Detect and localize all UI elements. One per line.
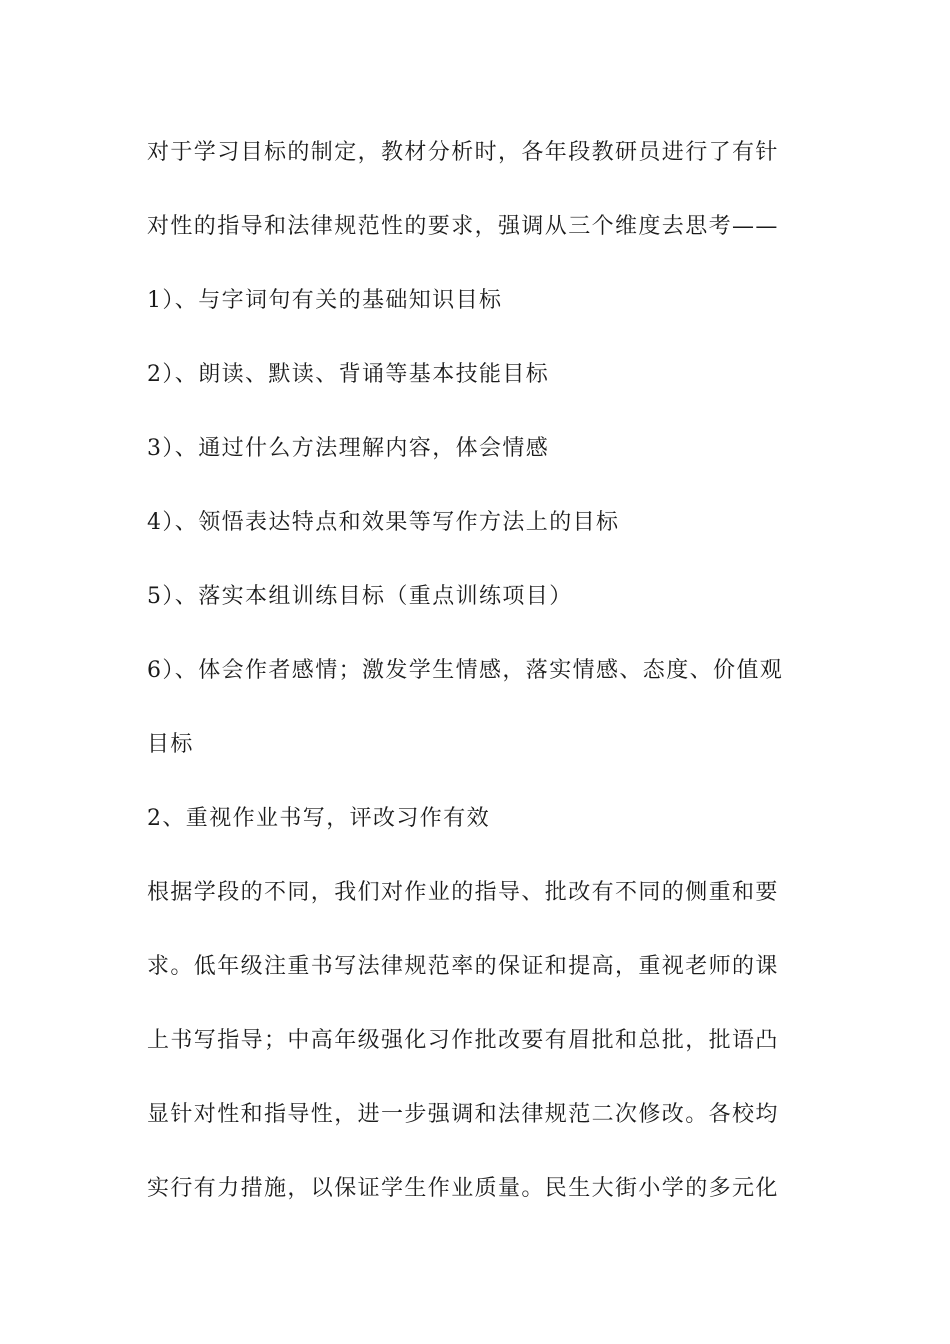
text-line: 上书写指导；中高年级强化习作批改要有眉批和总批，批语凸 xyxy=(147,1028,779,1053)
text-line: 求。低年级注重书写法律规范率的保证和提高，重视老师的课 xyxy=(147,954,779,979)
list-item: 1）、与字词句有关的基础知识目标 xyxy=(147,288,503,313)
list-item: 3）、通过什么方法理解内容，体会情感 xyxy=(147,436,550,461)
list-item: 6）、体会作者感情；激发学生情感，落实情感、态度、价值观 xyxy=(147,658,784,683)
text-line: 显针对性和指导性，进一步强调和法律规范二次修改。各校均 xyxy=(147,1102,779,1127)
text-line: 根据学段的不同，我们对作业的指导、批改有不同的侧重和要 xyxy=(147,880,779,905)
list-item: 5）、落实本组训练目标（重点训练项目） xyxy=(147,584,573,609)
text-line: 对性的指导和法律规范性的要求，强调从三个维度去思考—— xyxy=(147,214,779,239)
list-item: 2）、朗读、默读、背诵等基本技能目标 xyxy=(147,362,550,387)
list-item-continuation: 目标 xyxy=(147,732,194,757)
section-heading: 2、重视作业书写，评改习作有效 xyxy=(147,806,490,831)
text-line: 对于学习目标的制定，教材分析时，各年段教研员进行了有针 xyxy=(147,140,779,165)
text-line: 实行有力措施，以保证学生作业质量。民生大街小学的多元化 xyxy=(147,1176,779,1201)
list-item: 4）、领悟表达特点和效果等写作方法上的目标 xyxy=(147,510,620,535)
